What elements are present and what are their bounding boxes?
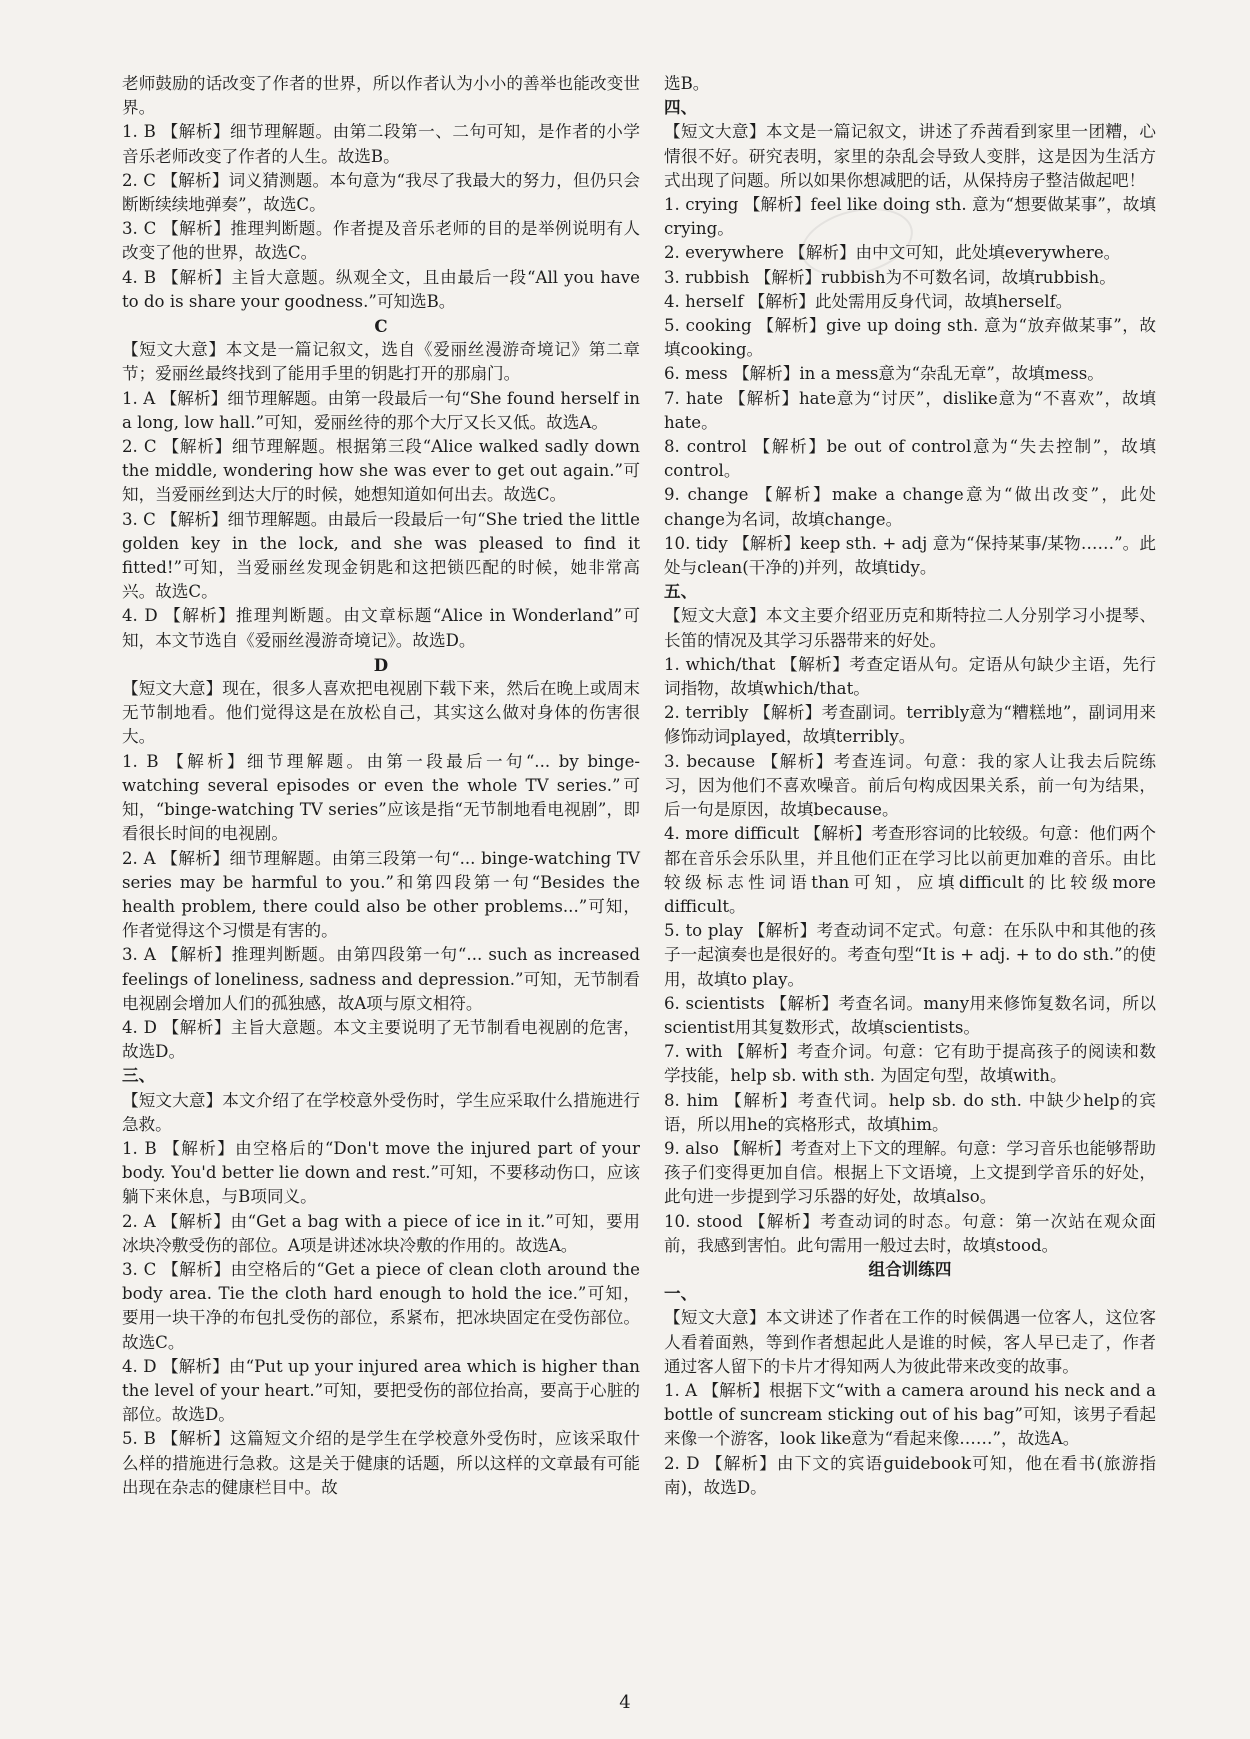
page-number: 4 xyxy=(619,1692,631,1713)
left-paragraph: 【短文大意】现在，很多人喜欢把电视剧下载下来，然后在晚上或周末无节制地看。他们觉得这是在放松自己，其实这么做对身体的伤害很大。 xyxy=(122,679,640,747)
right-paragraph: 4. more difficult 【解析】考查形容词的比较级。句意：他们两个都在音乐会乐队里，并且他们正在学习比以前更加难的音乐。由比较级标志性词语than可知，应填difficult的比较级more difficult。 xyxy=(664,824,1156,916)
right-paragraph: 5. cooking 【解析】give up doing sth. 意为“放弃做某事”，故填cooking。 xyxy=(664,316,1156,360)
left-paragraph: 3. C 【解析】细节理解题。由最后一段最后一句“She tried the little golden key in the lock, and she was pleased to find it fitted!”可知，当爱丽丝发现金钥匙和这把锁匹配的时候，她非常高兴。故选C。 xyxy=(122,509,640,602)
left-paragraph: 【短文大意】本文是一篇记叙文，选自《爱丽丝漫游奇境记》第二章节；爱丽丝最终找到了能用手里的钥匙打开的那扇门。 xyxy=(122,340,640,384)
right-paragraph: 1. which/that 【解析】考查定语从句。定语从句缺少主语，先行词指物，故填which/that。 xyxy=(664,654,1156,699)
left-column xyxy=(122,72,640,1500)
left-paragraph: 3. C 【解析】推理判断题。作者提及音乐老师的目的是举例说明有人改变了他的世界，故选C。 xyxy=(122,219,640,263)
left-section-label: D xyxy=(373,654,389,675)
right-paragraph: 4. herself 【解析】此处需用反身代词，故填herself。 xyxy=(664,291,1073,311)
right-paragraph: 8. him 【解析】考查代词。help sb. do sth. 中缺少help的宾语，所以用he的宾格形式，故填him。 xyxy=(664,1090,1156,1134)
left-paragraph: 1. B 【解析】细节理解题。由第一段最后一句“... by binge-watching several episodes or even the whole TV series.”可知，“binge-watching TV series”应该是指“无节制地看电视剧”，即看很长时间的电视剧。 xyxy=(122,751,640,844)
right-paragraph: 2. everywhere 【解析】由中文可知，此处填everywhere。 xyxy=(664,243,1121,263)
right-paragraph: 【短文大意】本文讲述了作者在工作的时候偶遇一位客人，这位客人看着面熟，等到作者想起此人是谁的时候，客人早已走了，作者通过客人留下的卡片才得知两人为彼此带来改变的故事。 xyxy=(664,1308,1156,1376)
right-paragraph: 3. because 【解析】考查连词。句意：我的家人让我去后院练习，因为他们不喜欢噪音。前后句构成因果关系，前一句为结果，后一句是原因，故填because。 xyxy=(664,751,1156,820)
left-paragraph: 2. C 【解析】细节理解题。根据第三段“Alice walked sadly down the middle, wondering how she was ever to get out again.”可知，当爱丽丝到达大厅的时候，她想知道如何出去。故选C。 xyxy=(122,437,640,505)
right-paragraph: 9. also 【解析】考查对上下文的理解。句意：学习音乐也能够帮助孩子们变得更加自信。根据上下文语境，上文提到学音乐的好处，此句进一步提到学习乐器的好处，故填also。 xyxy=(664,1138,1156,1207)
right-section-title: 组合训练四 xyxy=(868,1259,952,1279)
left-paragraph: 2. A 【解析】细节理解题。由第三段第一句“... binge-watching TV series may be harmful to you.”和第四段第一句“Besides the health problem, there could also be other problems...”可知，作者觉得这个习惯是有害的。 xyxy=(122,848,640,941)
left-paragraph: 3. C 【解析】由空格后的“Get a piece of clean cloth around the body area. Tie the cloth hard enough to hold the ice.”可知，要用一块干净的布包扎受伤的部位，系紧布，把冰块固定在受伤部位。故选C。 xyxy=(122,1259,640,1352)
right-paragraph: 1. crying 【解析】feel like doing sth. 意为“想要做某事”，故填crying。 xyxy=(664,195,1156,239)
right-paragraph: 1. A 【解析】根据下文“with a camera around his neck and a bottle of suncream sticking out of his bag”可知，该男子看起来像一个游客，look like意为“看起来像……”，故选A。 xyxy=(664,1380,1156,1449)
right-part-heading: 四、 xyxy=(664,98,698,118)
left-paragraph: 4. D 【解析】推理判断题。由文章标题“Alice in Wonderland”可知，本文节选自《爱丽丝漫游奇境记》。故选D。 xyxy=(122,606,640,650)
right-part-heading: 一、 xyxy=(664,1284,698,1304)
left-paragraph: 2. A 【解析】由“Get a bag with a piece of ice in it.”可知，要用冰块冷敷受伤的部位。A项是讲述冰块冷敷的作用的。故选A。 xyxy=(122,1211,640,1255)
right-paragraph: 【短文大意】本文主要介绍亚历克和斯特拉二人分别学习小提琴、长笛的情况及其学习乐器带来的好处。 xyxy=(664,606,1156,650)
right-paragraph: 8. control 【解析】be out of control意为“失去控制”，故填control。 xyxy=(664,437,1156,481)
right-paragraph: 7. hate 【解析】hate意为“讨厌”，dislike意为“不喜欢”，故填hate。 xyxy=(664,388,1156,432)
right-column xyxy=(664,72,1156,1500)
left-paragraph: 【短文大意】本文介绍了在学校意外受伤时，学生应采取什么措施进行急救。 xyxy=(122,1090,640,1134)
right-paragraph: 5. to play 【解析】考查动词不定式。句意：在乐队中和其他的孩子一起演奏也是很好的。考查句型“It is + adj. + to do sth.”的使用，故填to play。 xyxy=(664,921,1156,989)
left-paragraph: 4. B 【解析】主旨大意题。纵观全文，且由最后一段“All you have to do is share your goodness.”可知选B。 xyxy=(122,267,640,311)
left-paragraph: 1. A 【解析】细节理解题。由第一段最后一句“She found herself in a long, low hall.”可知，爱丽丝待的那个大厅又长又低。故选A。 xyxy=(122,388,640,432)
right-paragraph: 2. terribly 【解析】考查副词。terribly意为“糟糕地”，副词用来修饰动词played，故填terribly。 xyxy=(664,703,1156,747)
left-paragraph: 老师鼓励的话改变了作者的世界，所以作者认为小小的善举也能改变世界。 xyxy=(122,74,640,118)
right-paragraph: 9. change 【解析】make a change意为“做出改变”，此处change为名词，故填change。 xyxy=(664,485,1156,529)
left-paragraph: 1. B 【解析】细节理解题。由第二段第一、二句可知，是作者的小学音乐老师改变了作者的人生。故选B。 xyxy=(122,122,640,166)
left-paragraph: 3. A 【解析】推理判断题。由第四段第一句“... such as increased feelings of loneliness, sadness and depression.”可知，无节制看电视剧会增加人们的孤独感，故A项与原文相符。 xyxy=(122,945,640,1013)
left-part-heading: 三、 xyxy=(122,1066,156,1086)
right-paragraph: 【短文大意】本文是一篇记叙文，讲述了乔茜看到家里一团糟，心情很不好。研究表明，家里的杂乱会导致人变胖，这是因为生活方式出现了问题。所以如果你想减肥的话，从保持房子整洁做起吧！ xyxy=(664,122,1156,190)
right-paragraph: 6. scientists 【解析】考查名词。many用来修饰复数名词，所以scientist用其复数形式，故填scientists。 xyxy=(664,993,1156,1037)
right-paragraph: 6. mess 【解析】in a mess意为“杂乱无章”，故填mess。 xyxy=(664,364,1104,384)
right-part-heading: 五、 xyxy=(664,582,698,602)
right-paragraph: 选B。 xyxy=(664,74,710,93)
right-paragraph: 3. rubbish 【解析】rubbish为不可数名词，故填rubbish。 xyxy=(664,267,1116,287)
right-paragraph: 10. tidy 【解析】keep sth. + adj 意为“保持某事/某物……”。此处与clean(干净的)并列，故填tidy。 xyxy=(664,533,1156,578)
left-section-label: C xyxy=(374,316,388,337)
right-paragraph: 2. D 【解析】由下文的宾语guidebook可知，他在看书(旅游指南)，故选D。 xyxy=(664,1453,1156,1497)
left-paragraph: 1. B 【解析】由空格后的“Don't move the injured part of your body. You'd better lie down and rest.”可知，不要移动伤口，应该躺下来休息，与B项同义。 xyxy=(122,1138,640,1207)
left-paragraph: 4. D 【解析】由“Put up your injured area which is higher than the level of your heart.”可知，要把受伤的部位抬高，要高于心脏的部位。故选D。 xyxy=(122,1356,640,1425)
right-paragraph: 7. with 【解析】考查介词。句意：它有助于提高孩子的阅读和数学技能，help sb. with sth. 为固定句型，故填with。 xyxy=(664,1042,1156,1086)
right-paragraph: 10. stood 【解析】考查动词的时态。句意：第一次站在观众面前，我感到害怕。此句需用一般过去时，故填stood。 xyxy=(664,1211,1156,1255)
left-paragraph: 2. C 【解析】词义猜测题。本句意为“我尽了我最大的努力，但仍只会断断续续地弹奏”，故选C。 xyxy=(122,170,640,215)
left-paragraph: 4. D 【解析】主旨大意题。本文主要说明了无节制看电视剧的危害，故选D。 xyxy=(122,1017,640,1062)
left-paragraph: 5. B 【解析】这篇短文介绍的是学生在学校意外受伤时，应该采取什么样的措施进行急救。这是关于健康的话题，所以这样的文章最有可能出现在杂志的健康栏目中。故 xyxy=(122,1429,640,1497)
